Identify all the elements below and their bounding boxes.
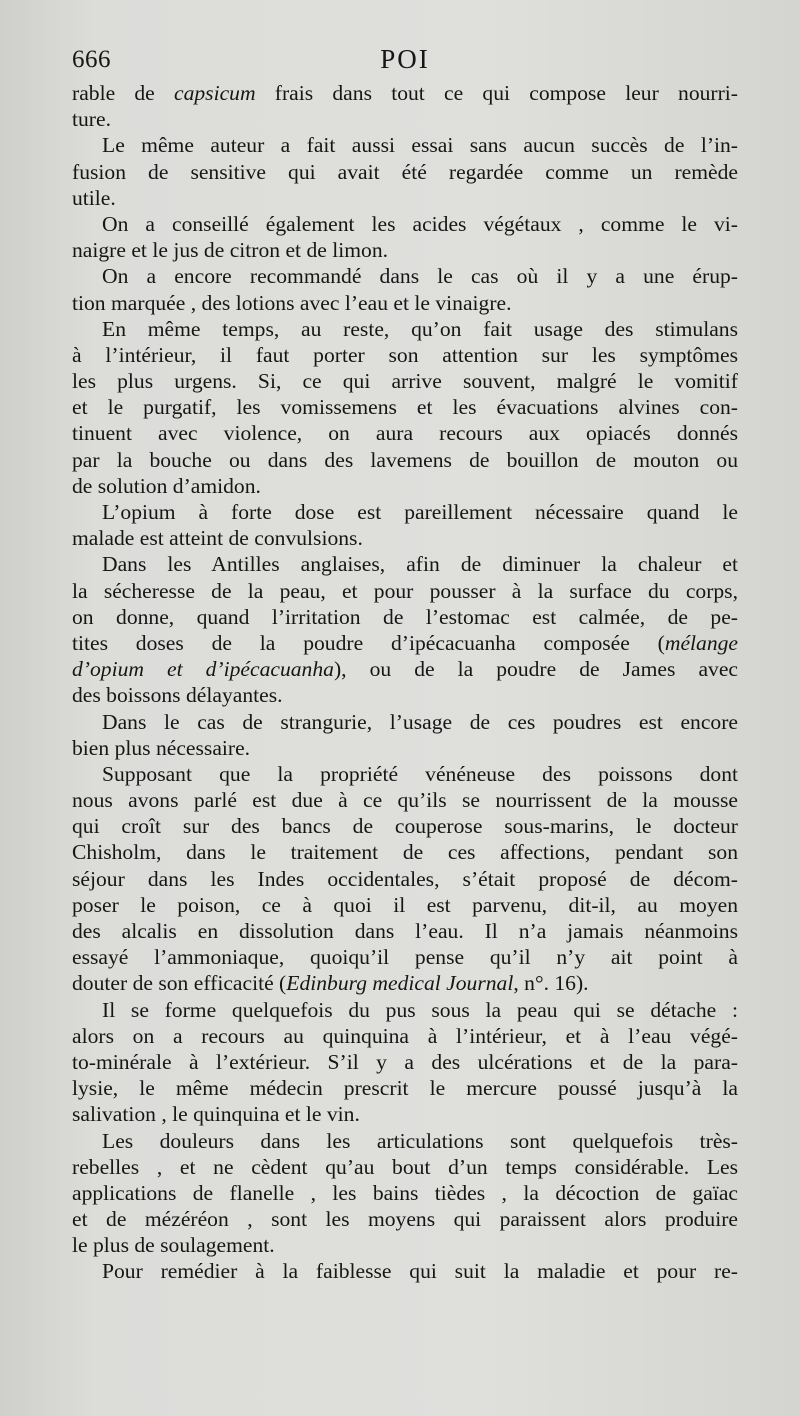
text-segment: , n°. 16).	[513, 971, 589, 996]
italic-text: d’opium et d’ipécacuanha	[72, 657, 334, 682]
text-segment: des alcalis en dissolution dans l’eau. Il n’a jamais néanmoins	[72, 919, 738, 943]
text-segment: naigre et le jus de citron et de limon.	[72, 238, 389, 263]
text-segment: alors on a recours au quinquina à l’intérieur, et à l’eau végé-	[72, 1023, 738, 1048]
text-line	[72, 682, 738, 708]
text-line	[72, 656, 738, 682]
text-segment: et de mézéréon , sont les moyens qui paraissent alors produire	[72, 1207, 738, 1232]
paragraph	[72, 499, 738, 551]
text-line	[72, 499, 738, 525]
body-text	[72, 80, 738, 1285]
text-line	[72, 473, 738, 499]
text-line	[72, 630, 738, 656]
text-segment: Dans le cas de strangurie, l’usage de ces poudres est encore	[102, 709, 738, 734]
text-line	[72, 839, 738, 865]
italic-text: Edinburg medical Journal	[286, 971, 514, 996]
text-line	[72, 185, 738, 211]
text-line	[72, 1232, 738, 1258]
text-segment: essayé l’ammoniaque, quoiqu’il pense qu’il n’y ait point à	[72, 945, 738, 970]
italic-text: mélange	[664, 630, 738, 655]
text-line	[72, 290, 738, 316]
text-line	[72, 709, 738, 735]
text-line	[72, 604, 738, 630]
text-segment: Chisholm, dans le traitement de ces affections, pendant son	[72, 840, 738, 865]
text-line	[72, 1101, 738, 1127]
text-segment: Dans les Antilles anglaises, afin de diminuer la chaleur et	[102, 552, 738, 577]
text-segment: ), ou de la poudre de James avec	[333, 657, 739, 682]
paragraph	[72, 1128, 738, 1259]
text-segment: utile.	[72, 185, 116, 210]
text-line	[72, 211, 738, 237]
text-line	[72, 1180, 738, 1206]
text-line	[72, 368, 738, 394]
text-line	[72, 578, 738, 604]
paragraph	[72, 263, 738, 315]
text-segment: Le même auteur a fait aussi essai sans aucun succès de l’in-	[102, 133, 738, 158]
text-line	[72, 1128, 738, 1154]
text-segment: douter de son efficacité (	[72, 971, 287, 996]
text-segment: On a conseillé également les acides végétaux , comme le vi-	[102, 211, 738, 236]
paragraph	[72, 551, 738, 708]
paragraph	[72, 997, 738, 1128]
text-line	[72, 80, 738, 106]
text-segment: to-minérale à l’extérieur. S’il y a des ulcérations et de la para-	[72, 1049, 738, 1074]
text-line	[72, 132, 738, 158]
text-line	[72, 1206, 738, 1232]
text-line	[72, 263, 738, 289]
text-line	[72, 944, 738, 970]
text-segment: à l’intérieur, il faut porter son attention sur les symptômes	[72, 342, 738, 367]
text-line	[72, 159, 738, 185]
running-head: POI	[380, 44, 430, 74]
text-line	[72, 997, 738, 1023]
paragraph	[72, 211, 738, 263]
text-segment: la sécheresse de la peau, et pour pousser à la surface du corps,	[72, 578, 738, 603]
text-segment: malade est atteint de convulsions.	[72, 526, 363, 551]
text-segment: tion marquée , des lotions avec l’eau et le vinaigre.	[72, 290, 512, 315]
text-segment: Les douleurs dans les articulations sont quelquefois très-	[102, 1128, 738, 1153]
text-segment: lysie, le même médecin prescrit le mercure poussé jusqu’à la	[72, 1076, 738, 1101]
text-line	[72, 447, 738, 473]
text-segment: frais dans tout ce qui compose leur nourri-	[255, 81, 738, 105]
text-segment: Il se forme quelquefois du pus sous la peau qui se détache :	[102, 997, 738, 1022]
text-line	[72, 1075, 738, 1101]
text-line	[72, 106, 738, 132]
text-segment: par la bouche ou dans des lavemens de bouillon de mouton ou	[72, 447, 738, 472]
text-line	[72, 1049, 738, 1075]
text-segment: bien plus nécessaire.	[72, 735, 251, 760]
text-segment: salivation , le quinquina et le vin.	[72, 1102, 360, 1127]
text-segment: nous avons parlé est due à ce qu’ils se nourrissent de la mousse	[72, 788, 738, 813]
text-line	[72, 237, 738, 263]
text-line	[72, 735, 738, 761]
text-segment: Pour remédier à la faiblesse qui suit la maladie et pour re-	[102, 1259, 738, 1284]
text-line	[72, 551, 738, 577]
text-segment: des boissons délayantes.	[72, 683, 283, 708]
italic-text: capsicum	[174, 81, 256, 105]
text-segment: ture.	[72, 107, 111, 132]
text-line	[72, 342, 738, 368]
text-segment: poser le poison, ce à quoi il est parvenu, dit-il, au moyen	[72, 892, 738, 917]
text-line	[72, 420, 738, 446]
text-segment: les plus urgens. Si, ce qui arrive souvent, malgré le vomitif	[72, 369, 738, 394]
paragraph	[72, 709, 738, 761]
text-segment: applications de flanelle , les bains tièdes , la décoction de gaïac	[72, 1180, 738, 1205]
text-segment: En même temps, au reste, qu’on fait usage des stimulans	[102, 316, 738, 341]
text-segment: on donne, quand l’irritation de l’estomac est calmée, de pe-	[72, 604, 738, 629]
page-header	[72, 44, 738, 84]
text-segment: tites doses de la poudre d’ipécacuanha composée (	[72, 630, 665, 655]
text-segment: tinuent avec violence, on aura recours aux opiacés donnés	[72, 421, 738, 446]
text-line	[72, 787, 738, 813]
text-segment: fusion de sensitive qui avait été regardée comme un remède	[72, 159, 738, 184]
text-line	[72, 970, 738, 996]
text-line	[72, 1154, 738, 1180]
text-segment: et le purgatif, les vomissemens et les évacuations alvines con-	[72, 395, 738, 420]
page-number: 666	[72, 46, 111, 73]
paragraph	[72, 316, 738, 499]
text-line	[72, 525, 738, 551]
text-segment: On a encore recommandé dans le cas où il y a une érup-	[102, 264, 738, 289]
paragraph	[72, 132, 738, 211]
text-line	[72, 892, 738, 918]
text-segment: le plus de soulagement.	[72, 1233, 275, 1258]
paragraph	[72, 761, 738, 997]
text-segment: Supposant que la propriété vénéneuse des poissons dont	[102, 761, 738, 786]
text-line	[72, 761, 738, 787]
text-line	[72, 813, 738, 839]
text-segment: séjour dans les Indes occidentales, s’était proposé de décom-	[72, 866, 738, 891]
text-line	[72, 866, 738, 892]
text-segment: L’opium à forte dose est pareillement nécessaire quand le	[102, 500, 738, 524]
text-line	[72, 1023, 738, 1049]
text-segment: rebelles , et ne cèdent qu’au bout d’un temps considérable. Les	[72, 1154, 738, 1179]
text-line	[72, 394, 738, 420]
text-line	[72, 316, 738, 342]
paragraph	[72, 80, 738, 132]
text-segment: qui croît sur des bancs de couperose sous-marins, le docteur	[72, 814, 738, 839]
text-line	[72, 918, 738, 944]
paragraph	[72, 1258, 738, 1284]
text-segment: de solution d’amidon.	[72, 473, 261, 498]
text-line	[72, 1258, 738, 1284]
text-segment: rable de	[72, 81, 174, 105]
